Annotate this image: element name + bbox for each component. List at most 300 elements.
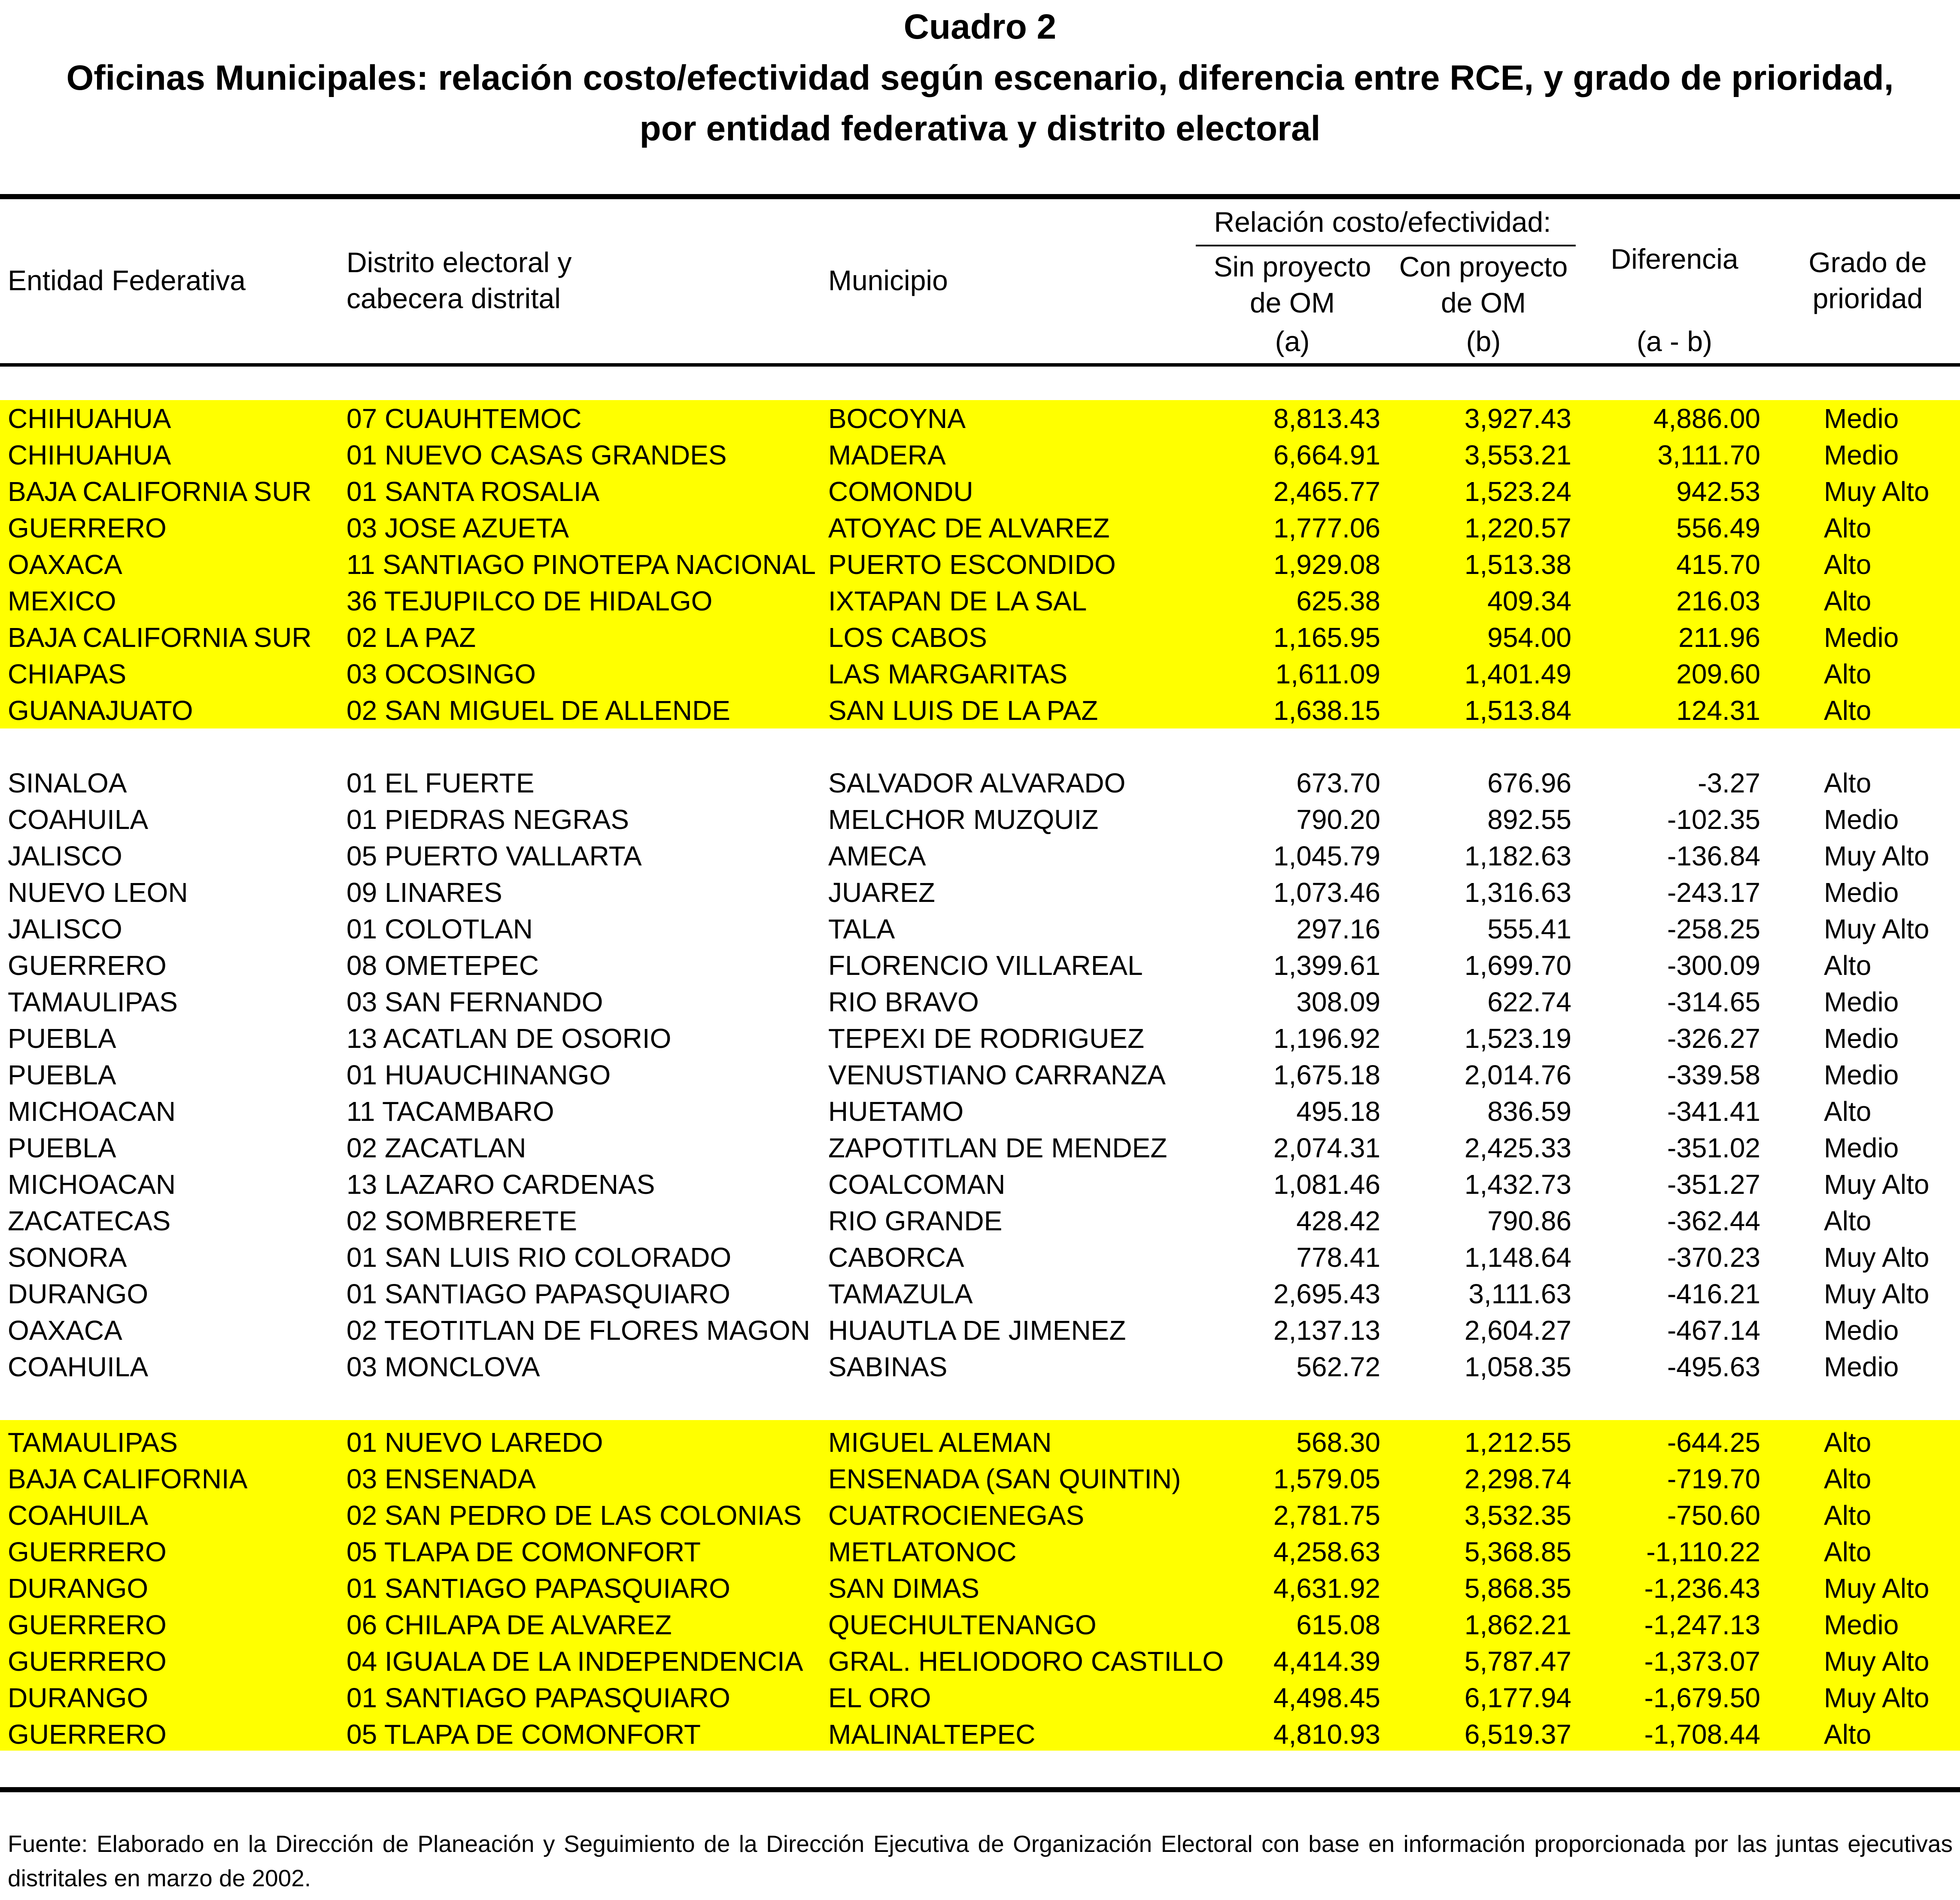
cell-grado: Alto — [1824, 586, 1872, 616]
cell-municipio: MALINALTEPEC — [828, 1719, 1036, 1750]
cell-con-proyecto: 1,523.19 — [1464, 1023, 1571, 1054]
cell-grado: Medio — [1824, 403, 1899, 434]
cell-entidad: COAHUILA — [8, 1351, 149, 1382]
header-grado-line1: Grado de — [1808, 246, 1927, 278]
cell-sin-proyecto: 1,399.61 — [1273, 950, 1380, 981]
cell-municipio: SAN LUIS DE LA PAZ — [828, 695, 1098, 726]
cell-diferencia: 942.53 — [1676, 476, 1760, 507]
cell-distrito: 01 HUAUCHINANGO — [346, 1059, 611, 1090]
cell-sin-proyecto: 297.16 — [1296, 914, 1380, 944]
cell-con-proyecto: 2,604.27 — [1464, 1315, 1571, 1346]
cell-con-proyecto: 5,868.35 — [1464, 1573, 1571, 1604]
table-row — [0, 838, 1960, 874]
cell-entidad: TAMAULIPAS — [8, 986, 178, 1017]
table-row — [0, 1349, 1960, 1385]
cell-distrito: 02 ZACATLAN — [346, 1132, 526, 1163]
cell-entidad: GUERRERO — [8, 1646, 167, 1677]
cell-distrito: 01 EL FUERTE — [346, 768, 535, 798]
cell-grado: Muy Alto — [1824, 1169, 1930, 1200]
cell-grado: Medio — [1824, 1609, 1899, 1640]
cell-grado: Muy Alto — [1824, 841, 1930, 871]
cell-sin-proyecto: 1,196.92 — [1273, 1023, 1380, 1054]
cell-entidad: GUERRERO — [8, 513, 167, 543]
cell-distrito: 02 SAN MIGUEL DE ALLENDE — [346, 695, 730, 726]
cell-con-proyecto: 1,182.63 — [1464, 841, 1571, 871]
cell-diferencia: -1,373.07 — [1644, 1646, 1760, 1677]
cell-entidad: GUERRERO — [8, 1536, 167, 1567]
cell-con-proyecto: 3,553.21 — [1464, 440, 1571, 470]
cell-entidad: PUEBLA — [8, 1023, 116, 1054]
table-row — [0, 1020, 1960, 1057]
cell-sin-proyecto: 8,813.43 — [1273, 403, 1380, 434]
cell-con-proyecto: 954.00 — [1487, 622, 1571, 653]
cell-distrito: 08 OMETEPEC — [346, 950, 539, 981]
cell-grado: Medio — [1824, 1315, 1899, 1346]
cell-distrito: 01 COLOTLAN — [346, 914, 533, 944]
cell-con-proyecto: 836.59 — [1487, 1096, 1571, 1127]
cell-diferencia: 216.03 — [1676, 586, 1760, 616]
cell-con-proyecto: 5,787.47 — [1464, 1646, 1571, 1677]
cell-con-proyecto: 892.55 — [1487, 804, 1571, 835]
cell-sin-proyecto: 1,073.46 — [1273, 877, 1380, 908]
cell-grado: Alto — [1824, 768, 1872, 798]
cell-grado: Medio — [1824, 986, 1899, 1017]
cell-entidad: SONORA — [8, 1242, 127, 1273]
cell-municipio: VENUSTIANO CARRANZA — [828, 1059, 1166, 1090]
cell-sin-proyecto: 1,675.18 — [1273, 1059, 1380, 1090]
cell-sin-proyecto: 1,638.15 — [1273, 695, 1380, 726]
cell-entidad: PUEBLA — [8, 1132, 116, 1163]
header-sin-line2: de OM — [1249, 287, 1335, 319]
cell-municipio: COALCOMAN — [828, 1169, 1006, 1200]
cell-entidad: TAMAULIPAS — [8, 1427, 178, 1458]
table-row — [0, 510, 1960, 546]
cell-entidad: OAXACA — [8, 549, 122, 580]
cell-diferencia: -1,679.50 — [1644, 1682, 1760, 1713]
table-title: Oficinas Municipales: relación costo/efectividad según escenario, diferencia entre RCE, y grado de prioridad, por entidad federativa y distrito electoral — [66, 58, 1894, 148]
table-row — [0, 1497, 1960, 1534]
cell-distrito: 13 LAZARO CARDENAS — [346, 1169, 655, 1200]
cell-grado: Medio — [1824, 1132, 1899, 1163]
cell-con-proyecto: 3,927.43 — [1464, 403, 1571, 434]
cell-con-proyecto: 1,212.55 — [1464, 1427, 1571, 1458]
cell-con-proyecto: 1,513.38 — [1464, 549, 1571, 580]
cell-entidad: COAHUILA — [8, 1500, 149, 1531]
header-sin-line3: (a) — [1275, 325, 1310, 357]
table-row — [0, 1239, 1960, 1276]
cell-sin-proyecto: 428.42 — [1296, 1205, 1380, 1236]
cell-con-proyecto: 1,316.63 — [1464, 877, 1571, 908]
cell-sin-proyecto: 1,777.06 — [1273, 513, 1380, 543]
cell-entidad: BAJA CALIFORNIA SUR — [8, 476, 312, 507]
cell-distrito: 05 TLAPA DE COMONFORT — [346, 1719, 701, 1750]
cell-sin-proyecto: 495.18 — [1296, 1096, 1380, 1127]
cell-con-proyecto: 6,519.37 — [1464, 1719, 1571, 1750]
cell-grado: Medio — [1824, 877, 1899, 908]
cell-con-proyecto: 6,177.94 — [1464, 1682, 1571, 1713]
cell-sin-proyecto: 2,465.77 — [1273, 476, 1380, 507]
table-row — [0, 984, 1960, 1020]
cell-con-proyecto: 790.86 — [1487, 1205, 1571, 1236]
table-row — [0, 801, 1960, 838]
cell-municipio: METLATONOC — [828, 1536, 1017, 1567]
cell-distrito: 01 SANTIAGO PAPASQUIARO — [346, 1573, 730, 1604]
cell-con-proyecto: 555.41 — [1487, 914, 1571, 944]
cell-distrito: 02 LA PAZ — [346, 622, 476, 653]
cell-entidad: BAJA CALIFORNIA SUR — [8, 622, 312, 653]
cell-diferencia: -370.23 — [1667, 1242, 1760, 1273]
table-number: Cuadro 2 — [903, 7, 1057, 46]
cell-distrito: 11 TACAMBARO — [346, 1096, 554, 1127]
cell-sin-proyecto: 1,611.09 — [1275, 659, 1380, 689]
cell-diferencia: 124.31 — [1676, 695, 1760, 726]
cell-entidad: JALISCO — [8, 841, 122, 871]
cell-distrito: 01 NUEVO CASAS GRANDES — [346, 440, 727, 470]
cell-entidad: SINALOA — [8, 768, 127, 798]
cell-grado: Alto — [1824, 659, 1872, 689]
table-row — [0, 1312, 1960, 1349]
cell-municipio: ENSENADA (SAN QUINTIN) — [828, 1463, 1181, 1494]
table-row — [0, 619, 1960, 656]
cell-entidad: DURANGO — [8, 1573, 149, 1604]
header-diferencia-line3: (a - b) — [1636, 325, 1713, 357]
table-row — [0, 911, 1960, 947]
table-row — [0, 874, 1960, 911]
cell-municipio: JUAREZ — [828, 877, 935, 908]
cell-con-proyecto: 2,298.74 — [1464, 1463, 1571, 1494]
cell-entidad: GUERRERO — [8, 1609, 167, 1640]
cell-sin-proyecto: 1,929.08 — [1273, 549, 1380, 580]
relacion-rule — [1196, 245, 1576, 246]
cell-diferencia: -750.60 — [1667, 1500, 1760, 1531]
table-row — [0, 401, 1960, 437]
cell-grado: Alto — [1824, 1427, 1872, 1458]
cell-grado: Muy Alto — [1824, 1682, 1930, 1713]
cell-municipio: FLORENCIO VILLAREAL — [828, 950, 1143, 981]
cell-municipio: TALA — [828, 914, 895, 944]
cell-municipio: HUETAMO — [828, 1096, 964, 1127]
cell-sin-proyecto: 562.72 — [1296, 1351, 1380, 1382]
table-row — [0, 692, 1960, 729]
table-row — [0, 1166, 1960, 1203]
cell-sin-proyecto: 1,579.05 — [1273, 1463, 1380, 1494]
cell-municipio: ATOYAC DE ALVAREZ — [828, 513, 1110, 543]
header-con-line1: Con proyecto — [1399, 251, 1568, 282]
table-row — [0, 1534, 1960, 1570]
cell-entidad: DURANGO — [8, 1278, 149, 1309]
top-rule — [0, 194, 1960, 199]
cell-sin-proyecto: 308.09 — [1296, 986, 1380, 1017]
table-row — [0, 1680, 1960, 1716]
cell-con-proyecto: 5,368.85 — [1464, 1536, 1571, 1567]
header-distrito-line2: cabecera distrital — [346, 282, 561, 314]
cell-diferencia: -339.58 — [1667, 1059, 1760, 1090]
cell-distrito: 02 SAN PEDRO DE LAS COLONIAS — [346, 1500, 802, 1531]
cell-distrito: 01 NUEVO LAREDO — [346, 1427, 603, 1458]
table-row — [0, 1130, 1960, 1166]
table-row — [0, 1276, 1960, 1312]
cell-sin-proyecto: 4,498.45 — [1273, 1682, 1380, 1713]
cell-diferencia: 415.70 — [1676, 549, 1760, 580]
cell-diferencia: -1,247.13 — [1644, 1609, 1760, 1640]
cell-entidad: DURANGO — [8, 1682, 149, 1713]
cell-sin-proyecto: 4,258.63 — [1273, 1536, 1380, 1567]
cell-distrito: 01 SAN LUIS RIO COLORADO — [346, 1242, 732, 1273]
header-grado-line2: prioridad — [1812, 282, 1923, 314]
cell-entidad: OAXACA — [8, 1315, 122, 1346]
cell-entidad: ZACATECAS — [8, 1205, 171, 1236]
cell-diferencia: -644.25 — [1667, 1427, 1760, 1458]
cell-sin-proyecto: 2,137.13 — [1273, 1315, 1380, 1346]
cell-diferencia: -719.70 — [1667, 1463, 1760, 1494]
cell-diferencia: 3,111.70 — [1657, 440, 1760, 470]
cell-grado: Medio — [1824, 1023, 1899, 1054]
cell-con-proyecto: 2,014.76 — [1464, 1059, 1571, 1090]
cell-municipio: CUATROCIENEGAS — [828, 1500, 1085, 1531]
cell-entidad: JALISCO — [8, 914, 122, 944]
table-row — [0, 947, 1960, 984]
cell-grado: Muy Alto — [1824, 1646, 1930, 1677]
cell-municipio: CABORCA — [828, 1242, 964, 1273]
cell-entidad: GUERRERO — [8, 1719, 167, 1750]
header-distrito-line1: Distrito electoral y — [346, 246, 572, 278]
cell-diferencia: -3.27 — [1698, 768, 1760, 798]
cell-distrito: 01 PIEDRAS NEGRAS — [346, 804, 629, 835]
table-row — [0, 1570, 1960, 1607]
cell-sin-proyecto: 568.30 — [1296, 1427, 1380, 1458]
cell-entidad: CHIHUAHUA — [8, 403, 171, 434]
cell-con-proyecto: 409.34 — [1487, 586, 1571, 616]
cell-diferencia: -351.02 — [1667, 1132, 1760, 1163]
cell-municipio: QUECHULTENANGO — [828, 1609, 1097, 1640]
cell-sin-proyecto: 1,045.79 — [1273, 841, 1380, 871]
table-row — [0, 1057, 1960, 1093]
table-row — [0, 1607, 1960, 1643]
cell-municipio: IXTAPAN DE LA SAL — [828, 586, 1087, 616]
cell-distrito: 03 OCOSINGO — [346, 659, 536, 689]
cell-con-proyecto: 3,532.35 — [1464, 1500, 1571, 1531]
cell-entidad: GUANAJUATO — [8, 695, 193, 726]
cell-entidad: CHIHUAHUA — [8, 440, 171, 470]
cell-grado: Muy Alto — [1824, 1573, 1930, 1604]
cell-municipio: ZAPOTITLAN DE MENDEZ — [828, 1132, 1167, 1163]
cell-diferencia: -1,110.22 — [1646, 1536, 1760, 1567]
cell-grado: Medio — [1824, 622, 1899, 653]
header-con-line3: (b) — [1466, 325, 1501, 357]
cell-entidad: CHIAPAS — [8, 659, 127, 689]
cell-diferencia: -258.25 — [1667, 914, 1760, 944]
cell-con-proyecto: 622.74 — [1487, 986, 1571, 1017]
cell-distrito: 02 SOMBRERETE — [346, 1205, 577, 1236]
cell-municipio: LAS MARGARITAS — [828, 659, 1068, 689]
cell-diferencia: -314.65 — [1667, 986, 1760, 1017]
cell-diferencia: -136.84 — [1667, 841, 1760, 871]
table-row — [0, 656, 1960, 692]
table-row — [0, 583, 1960, 619]
cell-municipio: SAN DIMAS — [828, 1573, 980, 1604]
cell-entidad: PUEBLA — [8, 1059, 116, 1090]
cell-sin-proyecto: 4,810.93 — [1273, 1719, 1380, 1750]
cell-sin-proyecto: 2,781.75 — [1273, 1500, 1380, 1531]
cell-distrito: 04 IGUALA DE LA INDEPENDENCIA — [346, 1646, 803, 1677]
cell-sin-proyecto: 615.08 — [1296, 1609, 1380, 1640]
cell-grado: Medio — [1824, 1059, 1899, 1090]
cell-distrito: 01 SANTIAGO PAPASQUIARO — [346, 1682, 730, 1713]
cell-distrito: 01 SANTA ROSALIA — [346, 476, 600, 507]
table-row — [0, 473, 1960, 510]
footnote: Fuente: Elaborado en la Dirección de Planeación y Seguimiento de la Dirección Ejecutiva de Organización Electoral con base en información proporcionada por las juntas ejecutivas distritales en marzo de 2002. — [8, 1830, 1953, 1891]
cell-con-proyecto: 3,111.63 — [1468, 1278, 1571, 1309]
cell-distrito: 03 JOSE AZUETA — [346, 513, 569, 543]
cell-entidad: MEXICO — [8, 586, 116, 616]
cell-grado: Alto — [1824, 1096, 1872, 1127]
cell-entidad: GUERRERO — [8, 950, 167, 981]
cell-municipio: MADERA — [828, 440, 946, 470]
cell-diferencia: -416.21 — [1667, 1278, 1760, 1309]
table-row — [0, 1643, 1960, 1680]
cell-grado: Muy Alto — [1824, 1278, 1930, 1309]
cell-con-proyecto: 1,862.21 — [1464, 1609, 1571, 1640]
cell-sin-proyecto: 625.38 — [1296, 586, 1380, 616]
cell-sin-proyecto: 2,074.31 — [1273, 1132, 1380, 1163]
cell-entidad: NUEVO LEON — [8, 877, 188, 908]
cell-sin-proyecto: 6,664.91 — [1273, 440, 1380, 470]
table-row — [0, 1716, 1960, 1753]
table-row — [0, 546, 1960, 583]
cell-municipio: EL ORO — [828, 1682, 931, 1713]
cell-sin-proyecto: 1,081.46 — [1273, 1169, 1380, 1200]
cell-diferencia: 556.49 — [1676, 513, 1760, 543]
cell-sin-proyecto: 4,631.92 — [1273, 1573, 1380, 1604]
cell-diferencia: -351.27 — [1667, 1169, 1760, 1200]
cell-grado: Alto — [1824, 549, 1872, 580]
cell-distrito: 02 TEOTITLAN DE FLORES MAGON — [346, 1315, 810, 1346]
cell-grado: Alto — [1824, 1536, 1872, 1567]
cell-con-proyecto: 1,058.35 — [1464, 1351, 1571, 1382]
cell-diferencia: -243.17 — [1667, 877, 1760, 908]
cell-grado: Alto — [1824, 1500, 1872, 1531]
cell-sin-proyecto: 2,695.43 — [1273, 1278, 1380, 1309]
cell-sin-proyecto: 790.20 — [1296, 804, 1380, 835]
cell-distrito: 01 SANTIAGO PAPASQUIARO — [346, 1278, 730, 1309]
header-con-line2: de OM — [1440, 287, 1526, 319]
cell-diferencia: -300.09 — [1667, 950, 1760, 981]
cell-entidad: BAJA CALIFORNIA — [8, 1463, 248, 1494]
cell-municipio: MELCHOR MUZQUIZ — [828, 804, 1099, 835]
cell-distrito: 36 TEJUPILCO DE HIDALGO — [346, 586, 713, 616]
cell-grado: Alto — [1824, 695, 1872, 726]
cell-entidad: COAHUILA — [8, 804, 149, 835]
cell-municipio: MIGUEL ALEMAN — [828, 1427, 1052, 1458]
cell-distrito: 11 SANTIAGO PINOTEPA NACIONAL — [346, 549, 816, 580]
cell-diferencia: 211.96 — [1678, 622, 1760, 653]
cell-con-proyecto: 676.96 — [1487, 768, 1571, 798]
cell-diferencia: -467.14 — [1667, 1315, 1760, 1346]
cell-diferencia: -1,236.43 — [1644, 1573, 1760, 1604]
cell-diferencia: 209.60 — [1676, 659, 1760, 689]
cell-con-proyecto: 1,523.24 — [1464, 476, 1571, 507]
table-row — [0, 437, 1960, 473]
cell-entidad: MICHOACAN — [8, 1096, 176, 1127]
cell-diferencia: -341.41 — [1667, 1096, 1760, 1127]
cell-municipio: COMONDU — [828, 476, 973, 507]
header-sin-line1: Sin proyecto — [1213, 251, 1371, 282]
cell-municipio: RIO BRAVO — [828, 986, 979, 1017]
cell-municipio: BOCOYNA — [828, 403, 966, 434]
cell-con-proyecto: 1,220.57 — [1464, 513, 1571, 543]
cell-grado: Medio — [1824, 440, 1899, 470]
cell-grado: Medio — [1824, 804, 1899, 835]
cell-municipio: PUERTO ESCONDIDO — [828, 549, 1116, 580]
header-relacion: Relación costo/efectividad: — [1214, 206, 1551, 238]
cell-municipio: HUAUTLA DE JIMENEZ — [828, 1315, 1126, 1346]
cell-diferencia: 4,886.00 — [1653, 403, 1760, 434]
cell-municipio: TAMAZULA — [828, 1278, 973, 1309]
cell-con-proyecto: 1,148.64 — [1464, 1242, 1571, 1273]
cell-distrito: 05 TLAPA DE COMONFORT — [346, 1536, 701, 1567]
cell-diferencia: -102.35 — [1667, 804, 1760, 835]
header-rule — [0, 363, 1960, 367]
cell-distrito: 07 CUAUHTEMOC — [346, 403, 582, 434]
cell-distrito: 03 ENSENADA — [346, 1463, 536, 1494]
cell-grado: Alto — [1824, 950, 1872, 981]
cell-distrito: 09 LINARES — [346, 877, 502, 908]
cell-distrito: 13 ACATLAN DE OSORIO — [346, 1023, 672, 1054]
bottom-rule — [0, 1787, 1960, 1792]
cell-distrito: 05 PUERTO VALLARTA — [346, 841, 642, 871]
cell-con-proyecto: 1,699.70 — [1464, 950, 1571, 981]
cell-grado: Alto — [1824, 1463, 1872, 1494]
cell-diferencia: -326.27 — [1667, 1023, 1760, 1054]
header-diferencia: Diferencia — [1611, 243, 1738, 275]
cell-grado: Alto — [1824, 1719, 1872, 1750]
cell-sin-proyecto: 673.70 — [1296, 768, 1380, 798]
cell-diferencia: -495.63 — [1667, 1351, 1760, 1382]
table-row — [0, 1203, 1960, 1239]
table-row — [0, 765, 1960, 801]
cell-grado: Muy Alto — [1824, 476, 1930, 507]
cell-municipio: LOS CABOS — [828, 622, 987, 653]
table-row — [0, 1093, 1960, 1130]
cell-municipio: RIO GRANDE — [828, 1205, 1003, 1236]
cell-entidad: MICHOACAN — [8, 1169, 176, 1200]
cell-sin-proyecto: 778.41 — [1296, 1242, 1380, 1273]
cell-grado: Alto — [1824, 1205, 1872, 1236]
cell-municipio: TEPEXI DE RODRIGUEZ — [828, 1023, 1145, 1054]
cell-con-proyecto: 1,513.84 — [1464, 695, 1571, 726]
table-row — [0, 1424, 1960, 1461]
cell-municipio: SALVADOR ALVARADO — [828, 768, 1126, 798]
cell-con-proyecto: 2,425.33 — [1464, 1132, 1571, 1163]
cell-distrito: 03 MONCLOVA — [346, 1351, 540, 1382]
cell-distrito: 03 SAN FERNANDO — [346, 986, 603, 1017]
header-entidad: Entidad Federativa — [8, 264, 246, 296]
cell-municipio: GRAL. HELIODORO CASTILLO — [828, 1646, 1224, 1677]
cell-sin-proyecto: 1,165.95 — [1273, 622, 1380, 653]
cell-diferencia: -1,708.44 — [1644, 1719, 1760, 1750]
table-row — [0, 1461, 1960, 1497]
cell-grado: Muy Alto — [1824, 914, 1930, 944]
cell-distrito: 06 CHILAPA DE ALVAREZ — [346, 1609, 672, 1640]
cell-diferencia: -362.44 — [1667, 1205, 1760, 1236]
cell-grado: Medio — [1824, 1351, 1899, 1382]
cell-sin-proyecto: 4,414.39 — [1273, 1646, 1380, 1677]
cell-grado: Muy Alto — [1824, 1242, 1930, 1273]
cell-municipio: AMECA — [828, 841, 926, 871]
cell-municipio: SABINAS — [828, 1351, 948, 1382]
header-municipio: Municipio — [828, 264, 948, 296]
cell-grado: Alto — [1824, 513, 1872, 543]
